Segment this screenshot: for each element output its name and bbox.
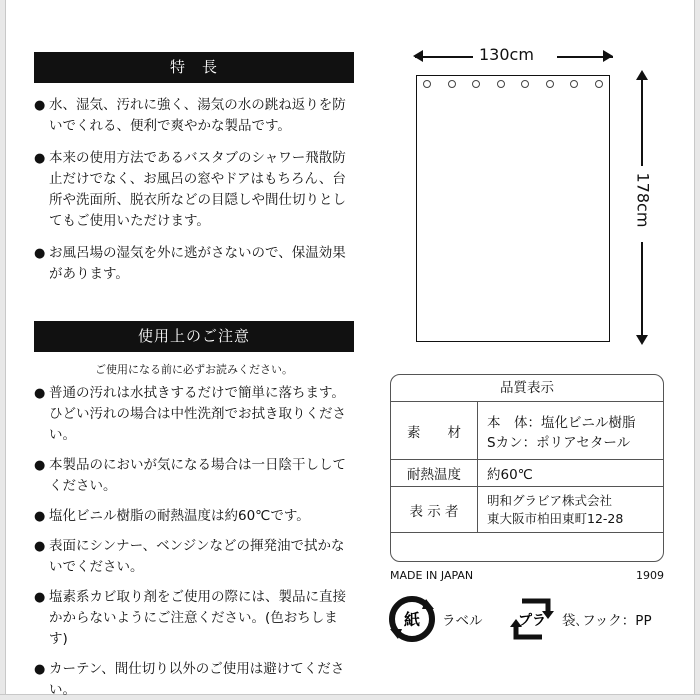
curtain-ring-icon bbox=[423, 80, 431, 88]
cautions-list bbox=[34, 383, 354, 700]
made-in-line bbox=[390, 569, 664, 582]
caution-item: ● 本製品のにおいが気になる場合は一日陰干ししてください。 bbox=[34, 455, 354, 497]
heat-value: 約60℃ bbox=[487, 467, 533, 483]
quality-row-material bbox=[391, 402, 663, 460]
features-title: 特 長 bbox=[34, 52, 354, 83]
quality-row-maker bbox=[391, 487, 663, 533]
caution-item: ● 表面にシンナー、ベンジンなどの揮発油で拭かないでください。 bbox=[34, 536, 354, 578]
width-dimension bbox=[413, 45, 613, 64]
arrow-down-icon bbox=[636, 335, 648, 345]
made-in-text: MADE IN JAPAN bbox=[390, 569, 474, 582]
curtain-outline bbox=[416, 75, 610, 342]
caution-item: ● カーテン、間仕切り以外のご使用は避けてください。 bbox=[34, 659, 354, 700]
left-column bbox=[34, 52, 354, 700]
paper-recycle-icon bbox=[388, 595, 436, 643]
cautions-notice: ご使用になる前に必ずお読みください。 bbox=[95, 363, 293, 376]
height-label: 178cm bbox=[633, 172, 653, 228]
quality-row-heat bbox=[391, 460, 663, 487]
feature-item: ● 水、湿気、汚れに強く、湯気の水の跳ね返りを防いでくれる、便利で爽やかな製品です。 bbox=[34, 95, 354, 137]
feature-item: ● 本来の使用方法であるバスタブのシャワー飛散防止だけでなく、お風呂の窓やドアはもちろん、台所や洗面所、脱衣所などの目隠しや間仕切りとしてもご使用いただけます。 bbox=[34, 148, 354, 232]
product-code: 1909 bbox=[636, 569, 664, 582]
plastic-recycle-icon bbox=[508, 595, 556, 643]
caution-item: ● 塩化ビニル樹脂の耐熱温度は約60℃です。 bbox=[34, 506, 354, 527]
quality-row-empty bbox=[391, 533, 663, 561]
curtain-ring-icon bbox=[497, 80, 505, 88]
left-border bbox=[0, 0, 6, 700]
maker-label: 表 示 者 bbox=[391, 487, 478, 532]
curtain-ring-icon bbox=[595, 80, 603, 88]
caution-item: ● 普通の汚れは水拭きするだけで簡単に落ちます。ひどい汚れの場合は中性洗剤でお拭き取りください。 bbox=[34, 383, 354, 446]
maker-name: 明和グラビア株式会社 bbox=[487, 492, 613, 508]
curtain-ring-icon bbox=[570, 80, 578, 88]
curtain-rings bbox=[423, 80, 603, 88]
maker-address: 東大阪市柏田東町12-28 bbox=[487, 510, 624, 526]
paper-mark-text: 紙 bbox=[403, 610, 421, 629]
caution-item: ● 塩素系カビ取り剤をご使用の際には、製品に直接かからないようにご注意ください。(色おちします) bbox=[34, 587, 354, 650]
material-hooks: Sカン：ポリアセタール bbox=[487, 434, 631, 451]
curtain-ring-icon bbox=[472, 80, 480, 88]
curtain-ring-icon bbox=[448, 80, 456, 88]
curtain-ring-icon bbox=[546, 80, 554, 88]
feature-item: ● お風呂場の湿気を外に逃がさないので、保温効果があります。 bbox=[34, 243, 354, 285]
paper-recycle-label: ラベル bbox=[442, 613, 483, 629]
width-label: 130cm bbox=[479, 45, 534, 64]
plastic-mark-text: プラ bbox=[518, 613, 546, 629]
quality-title: 品質表示 bbox=[391, 375, 663, 402]
right-border bbox=[694, 0, 700, 700]
arrow-right-icon bbox=[603, 50, 613, 62]
height-dimension bbox=[632, 70, 652, 345]
heat-label: 耐熱温度 bbox=[391, 460, 478, 486]
cautions-title: 使用上のご注意 bbox=[34, 321, 354, 352]
curtain-diagram bbox=[413, 40, 673, 360]
quality-label-box bbox=[390, 374, 664, 562]
plastic-recycle-label: 袋､フック：PP bbox=[562, 613, 652, 629]
features-list bbox=[34, 95, 354, 285]
plastic-recycle-mark bbox=[508, 595, 652, 643]
material-label: 素 材 bbox=[391, 402, 478, 459]
curtain-ring-icon bbox=[521, 80, 529, 88]
paper-recycle-mark bbox=[388, 595, 483, 643]
material-body: 本 体：塩化ビニル樹脂 bbox=[487, 414, 636, 431]
